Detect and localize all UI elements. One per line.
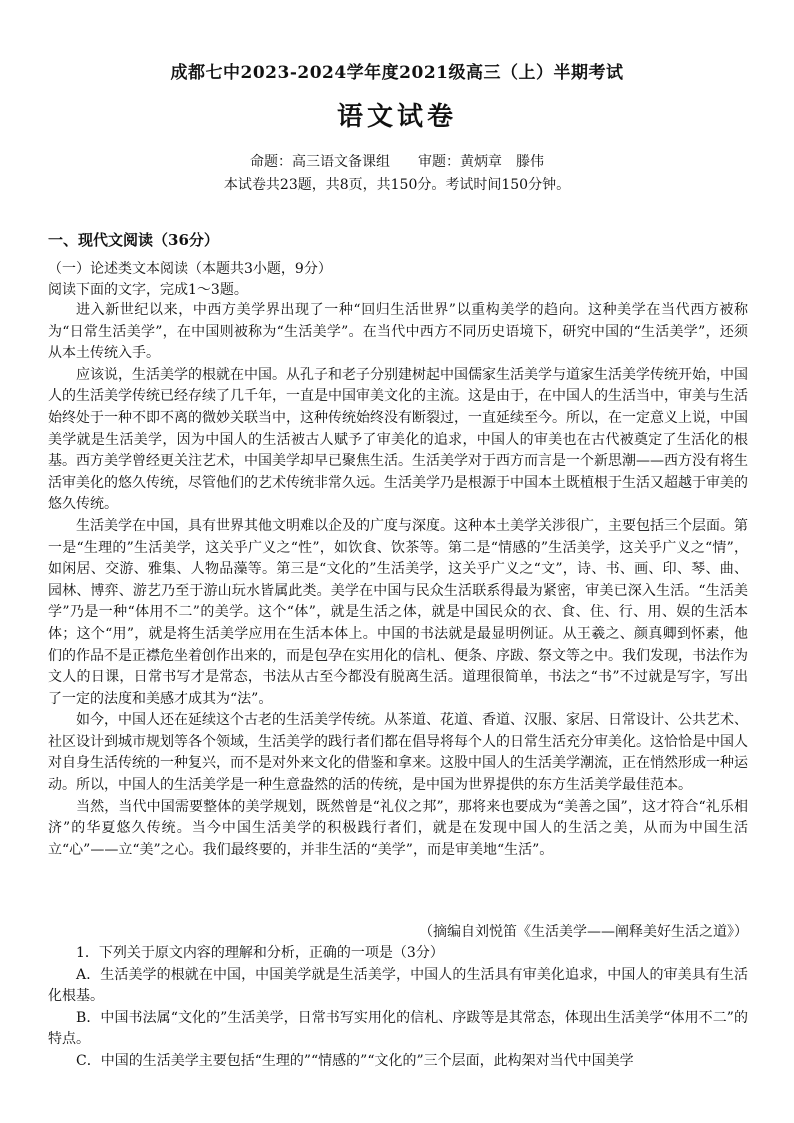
question-option-a: A．生活美学的根就在中国，中国美学就是生活美学，中国人的生活具有审美化追求，中国人的审美具有生活化根基。	[48, 966, 748, 1005]
reading-passage	[48, 300, 748, 861]
passage-paragraph: 如今，中国人还在延续这个古老的生活美学传统。从茶道、花道、香道、汉服、家居、日常设计、公共艺术、社区设计到城市规划等各个领域，生活美学的践行者们都在倡导将每个人的日常生活充分审美化。这恰恰是中国人对自身生活传统的一种复兴，而不是对外来文化的借鉴和拿来。这股中国人的生活美学潮流，正在悄然形成一种运动。所以，中国人的生活美学是一种生意盎然的活的传统，是中国为世界提供的东方生活美学最佳范本。	[48, 712, 748, 794]
passage-paragraph: 生活美学在中国，具有世界其他文明难以企及的广度与深度。这种本土美学关涉很广，主要包括三个层面。第一是“生理的”生活美学，这关乎广义之“性”，如饮食、饮茶等。第二是“情感的”生活美学，这关乎广义之“情”，如闲居、交游、雅集、人物品藻等。第三是“文化的”生活美学，这关乎广义之“文”，诗、书、画、印、琴、曲、园林、博弈、游艺乃至于游山玩水皆属此类。美学在中国与民众生活联系得最为紧密，审美已深入生活。“生活美学”乃是一种“体用不二”的美学。这个“体”，就是生活之体，就是中国民众的衣、食、住、行、用、娱的生活本体；这个“用”，就是将生活美学应用在生活本体上。中国的书法就是最显明例证。从王羲之、颜真卿到怀素，他们的作品不是正襟危坐着创作出来的，而是包孕在实用化的信札、便条、序跋、祭文等之中。我们发现，书法作为文人的日课，日常书写才是常态，书法从古至今都没有脱离生活。道理很简单，书法之“书”不过就是写字，写出了一定的法度和美感才成其为“法”。	[48, 517, 748, 707]
question-1-stem: 1．下列关于原文内容的理解和分析，正确的一项是（3分）	[76, 945, 444, 961]
question-option-c: C．中国的生活美学主要包括“生理的”“情感的”“文化的”三个层面，此构架对当代中国美学	[76, 1052, 634, 1069]
exam-main-title: 语文试卷	[336, 102, 457, 132]
reading-instruction: 阅读下面的文字，完成1～3题。	[48, 282, 248, 298]
exam-header-title: 成都七中2023-2024学年度2021级高三（上）半期考试	[170, 63, 624, 83]
passage-paragraph: 应该说，生活美学的根就在中国。从孔子和老子分别建树起中国儒家生活美学与道家生活美学传统开始，中国人的生活美学传统已经存续了几千年，一直是中国审美文化的主流。这是由于，在中国人的生活当中，审美与生活始终处于一种不即不离的微妙关联当中，这种传统始终没有断裂过，一直延续至今。所以，在一定意义上说，中国美学就是生活美学，因为中国人的生活被古人赋予了审美化的追求，中国人的审美也在古代被奠定了生活化的根基。西方美学曾经更关注艺术，中国美学却早已聚焦生活。生活美学对于西方而言是一个新思潮——西方没有将生活审美化的悠久传统，尽管他们的艺术传统非常久远。生活美学乃是根源于中国本土既植根于生活又超越于审美的悠久传统。	[48, 366, 748, 513]
exam-authors: 命题：高三语文备课组 审题：黄炳章 滕伟	[250, 154, 544, 170]
question-block	[48, 943, 748, 1073]
passage-paragraph: 当然，当代中国需要整体的美学规划，既然曾是“礼仪之邦”，那将来也要成为“美善之国”，这才符合“礼乐相济”的华夏悠久传统。当今中国生活美学的积极践行者们，就是在发现中国人的生活之美，从而为中国生活立“心”——立“美”之心。我们最终要的，并非生活的“美学”，而是审美地“生活”。	[48, 798, 748, 858]
passage-source: （摘编自刘悦笛《生活美学——阐释美好生活之道》）	[419, 924, 748, 940]
passage-paragraph: 进入新世纪以来，中西方美学界出现了一种“回归生活世界”以重构美学的趋向。这种美学在当代西方被称为“日常生活美学”，在中国则被称为“生活美学”。在当代中西方不同历史语境下，研究中国的“生活美学”，还须从本土传统入手。	[48, 302, 748, 362]
exam-info: 本试卷共23题，共8页，共150分。考试时间150分钟。	[223, 177, 571, 193]
question-option-b: B．中国书法属“文化的”生活美学，日常书写实用化的信札、序跋等是其常态，体现出生活美学“体用不二”的特点。	[48, 1009, 748, 1048]
section-heading: 一、现代文阅读（36分）	[48, 231, 219, 249]
sub-section-heading: （一）论述类文本阅读（本题共3小题，9分）	[48, 261, 332, 277]
